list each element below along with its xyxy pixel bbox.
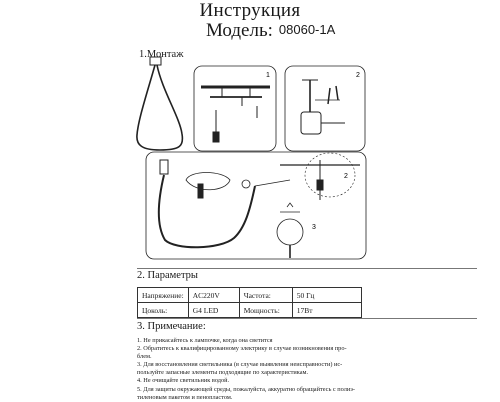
step2-number: 2 [356,72,360,79]
document-title: Инструкция [199,0,301,21]
model-label: Модель: [206,20,273,41]
step2b-number: 2 [344,173,348,180]
note-line: тиленовым пакетом и пенопластом. [137,393,233,401]
param-value: G4 LED [188,303,239,318]
divider-notes [137,318,477,319]
param-label: Напряжение: [138,288,189,303]
section-notes-heading: 3. Примечание: [137,321,206,332]
table-row [138,303,362,318]
param-label: Мощность: [239,303,292,318]
note-line: блем. [137,353,152,361]
step2-figure [285,66,365,151]
param-value: 50 Гц [292,288,361,303]
param-label: Частота: [239,288,292,303]
assembly-figure [146,152,366,259]
notes-list [137,337,477,402]
param-label: Цоколь: [138,303,189,318]
param-value: AC220V [188,288,239,303]
note-line: пользуйте запасные элементы подходящие по характеристикам. [137,369,309,377]
step1-figure [194,66,276,151]
note-line: 3. Для восстановления светильника (в случае выявления неисправности) ис- [137,361,343,369]
divider-params [137,268,477,269]
section-mount-heading: 1.Монтаж [139,49,184,60]
model-code: 08060-1A [278,22,336,37]
params-table [137,287,362,318]
note-line: 4. Не очищайте светильник водой. [137,377,230,385]
param-value: 17Вт [292,303,361,318]
lamp-overview-figure [137,57,183,150]
section-params-heading: 2. Параметры [137,270,198,281]
step1-number: 1 [266,72,270,79]
note-line: 1. Не прикасайтесь к лампочке, когда она светится [137,337,273,344]
note-line: 2. Обратитесь к квалифицированному электрику в случае возникновения про- [137,345,347,353]
note-line: 5. Для защиты окружающей среды, пожалуйста, аккуратно обращайтесь с полиэ- [137,385,356,393]
step3-number: 3 [312,224,316,231]
table-row [138,288,362,303]
